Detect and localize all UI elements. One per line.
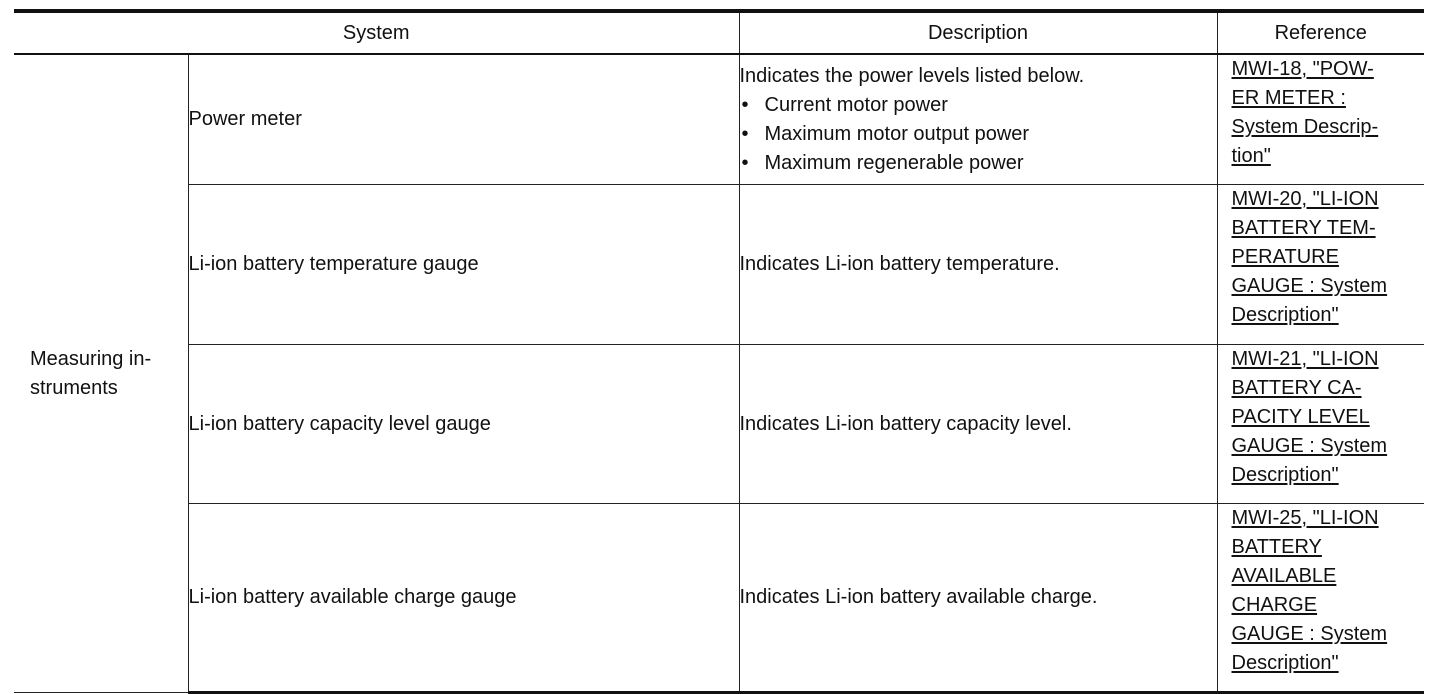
reference-cell [1217, 54, 1424, 185]
bullet-item: • Maximum motor output power [740, 120, 1217, 149]
table-row [14, 345, 1424, 504]
bullet-item: • Maximum regenerable power [740, 149, 1217, 178]
header-reference: Reference [1217, 11, 1424, 54]
description-cell: Indicates Li-ion battery available charge. [739, 504, 1217, 693]
bullet-item: • Current motor power [740, 91, 1217, 120]
system-cell: Li-ion battery temperature gauge [188, 185, 739, 345]
bullet-list [740, 91, 1217, 178]
description-intro: Indicates the power levels listed below. [739, 64, 1085, 87]
header-system: System [14, 11, 739, 54]
description-cell: Indicates Li-ion battery temperature. [739, 185, 1217, 345]
table-row [14, 54, 1424, 185]
system-cell: Li-ion battery available charge gauge [188, 504, 739, 693]
reference-link[interactable]: MWI-25, "LI-ION BATTERY AVAILABLE CHARGE GAUGE : System Description" [1231, 507, 1388, 674]
system-cell: Li-ion battery capacity level gauge [188, 345, 739, 504]
system-cell: Power meter [188, 54, 739, 185]
reference-cell [1217, 345, 1424, 504]
table-row [14, 185, 1424, 345]
description-cell [739, 54, 1217, 185]
reference-link[interactable]: MWI-20, "LI-ION BATTERY TEM- PERATURE GAUGE : System Description" [1231, 188, 1388, 326]
reference-link[interactable]: MWI-18, "POW- ER METER : System Descrip- tion" [1231, 58, 1379, 167]
header-row [14, 11, 1424, 54]
table-row [14, 504, 1424, 693]
group-label: Measuring in- struments [14, 54, 188, 693]
description-cell: Indicates Li-ion battery capacity level. [739, 345, 1217, 504]
system-table [14, 9, 1424, 694]
reference-link[interactable]: MWI-21, "LI-ION BATTERY CA- PACITY LEVEL GAUGE : System Description" [1231, 348, 1388, 486]
reference-cell [1217, 185, 1424, 345]
header-description: Description [739, 11, 1217, 54]
reference-cell [1217, 504, 1424, 693]
